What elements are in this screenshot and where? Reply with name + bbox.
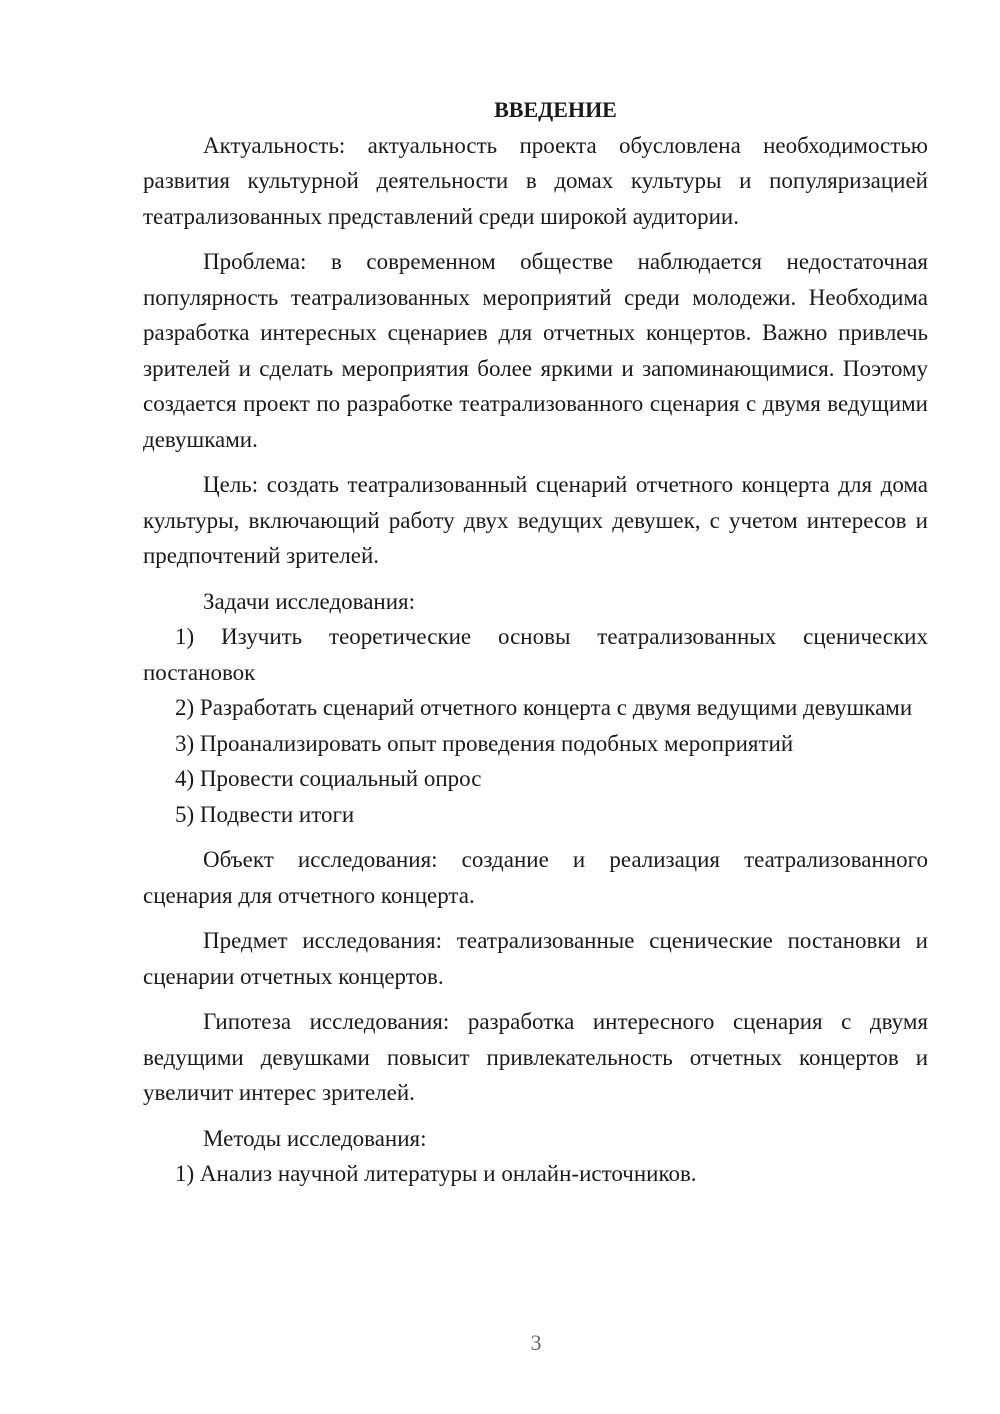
tasks-heading: Задачи исследования: xyxy=(203,588,416,614)
paragraph-subject: Предмет исследования: театрализованные сценические постановки и сценарии отчетных концертов. xyxy=(143,928,928,989)
paragraph-object: Объект исследования: создание и реализация театрализованного сценария для отчетного концерта. xyxy=(143,847,928,908)
paragraph-problem: Проблема: в современном обществе наблюдается недостаточная популярность театрализованных мероприятий среди молодежи. Необходима разработка интересных сценариев для отчетных концертов. Важно привлечь зрителей и сделать мероприятия более яркими и запоминающимися. Поэтому создается проект по разработке театрализованного сценария с двумя ведущими девушками. xyxy=(143,249,928,452)
section-title: ВВЕДЕНИЕ xyxy=(494,97,617,122)
paragraph-hypothesis: Гипотеза исследования: разработка интересного сценария с двумя ведущими девушками повысит привлекательность отчетных концертов и увеличит интерес зрителей. xyxy=(143,1009,928,1105)
methods-heading: Методы исследования: xyxy=(203,1125,427,1151)
task-item-3: 3) Проанализировать опыт проведения подобных мероприятий xyxy=(175,730,794,756)
task-item-5: 5) Подвести итоги xyxy=(175,801,355,827)
page-content xyxy=(143,92,928,1192)
task-item-4: 4) Провести социальный опрос xyxy=(175,766,482,791)
task-item-1: 1) Изучить теоретические основы театрализованных сценических постановок xyxy=(143,624,928,685)
page-number: 3 xyxy=(530,1330,542,1355)
task-item-2: 2) Разработать сценарий отчетного концерта с двумя ведущими девушками xyxy=(175,695,913,720)
paragraph-relevance: Актуальность: актуальность проекта обусловлена необходимостью развития культурной деятельности в домах культуры и популяризацией театрализованных представлений среди широкой аудитории. xyxy=(143,132,928,229)
paragraph-goal: Цель: создать театрализованный сценарий отчетного концерта для дома культуры, включающий работу двух ведущих девушек, с учетом интересов и предпочтений зрителей. xyxy=(143,472,928,568)
method-item-1: 1) Анализ научной литературы и онлайн-источников. xyxy=(175,1161,697,1186)
